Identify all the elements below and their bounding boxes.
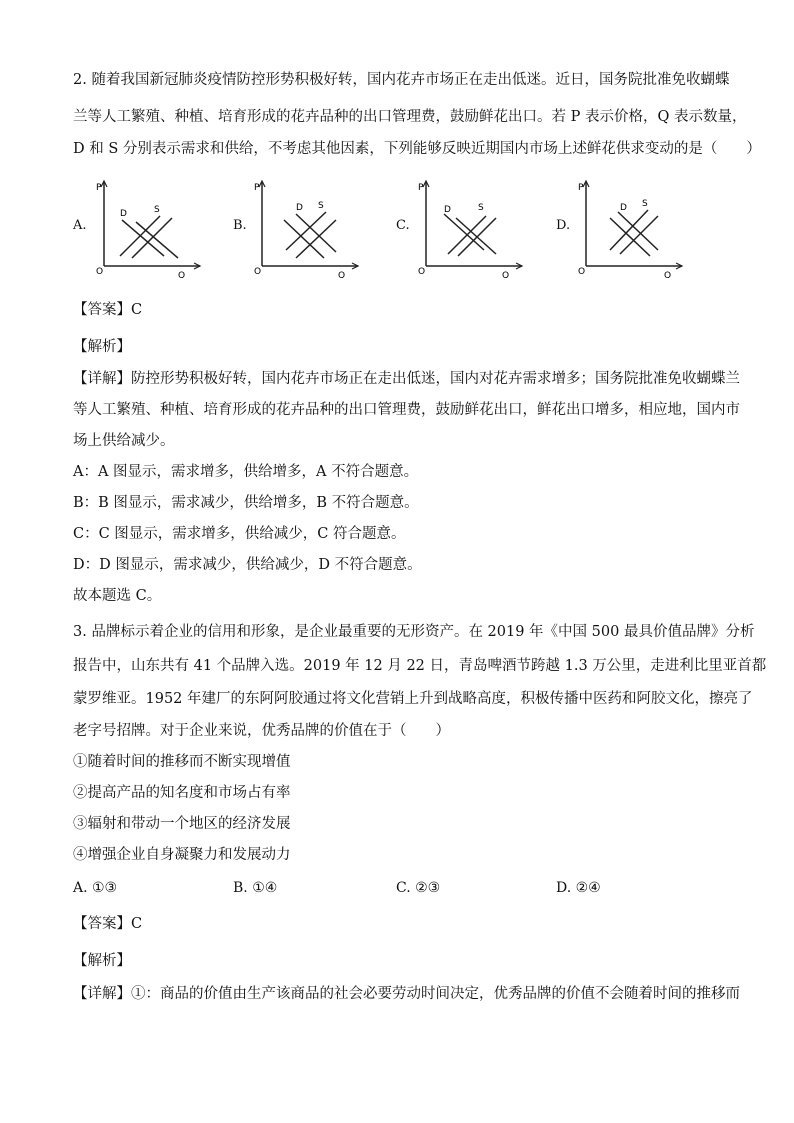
q2-detail-line-7: D：D 图显示，需求减少，供给减少，D 不符合题意。 (73, 557, 422, 573)
q3-option-c: C. ②③ (396, 880, 441, 896)
q2-detail-line-3: 场上供给减少。 (73, 433, 175, 449)
graph-c (414, 174, 530, 278)
graph-d-q: Q (664, 271, 672, 278)
q3-analysis-title: 【解析】 (73, 953, 131, 969)
q3-stem-line-3: 蒙罗维亚。1952 年建厂的东阿阿胶通过将文化营销上升到战略高度，积极传播中医药和阿胶文化，擦亮了 (73, 691, 753, 707)
graph-b-s: S (318, 201, 324, 211)
q3-stem-line-2: 报告中，山东共有 41 个品牌入选。2019 年 12 月 22 日，青岛啤酒节跨越 1.3 万公里，走进利比里亚首都 (73, 658, 767, 674)
graph-b-label: B. (233, 218, 247, 233)
q3-item-1: ①随着时间的推移而不断实现增值 (73, 754, 291, 770)
q2-answer: 【答案】C (73, 302, 143, 318)
graph-c-q: Q (502, 271, 510, 278)
q3-item-2: ②提高产品的知名度和市场占有率 (73, 785, 291, 801)
q3-item-3: ③辐射和带动一个地区的经济发展 (73, 816, 291, 832)
graph-a-label: A. (73, 218, 87, 233)
graph-c-d: D (444, 205, 451, 215)
q2-detail-line-4: A：A 图显示，需求增多，供给增多，A 不符合题意。 (73, 464, 419, 480)
q2-stem-line-1: 2. 随着我国新冠肺炎疫情防控形势积极好转，国内花卉市场正在走出低迷。近日，国务院批准免收蝴蝶 (73, 72, 730, 88)
graph-d-o: O (578, 267, 586, 277)
q2-detail-line-2: 等人工繁殖、种植、培育形成的花卉品种的出口管理费，鼓励鲜花出口，鲜花出口增多，相应地，国内市 (73, 402, 740, 418)
q2-detail-line-5: B：B 图显示，需求减少，供给增多，B 不符合题意。 (73, 495, 419, 511)
q3-stem-line-4: 老字号招牌。对于企业来说，优秀品牌的价值在于（ ） (73, 723, 450, 739)
q3-option-b: B. ①④ (233, 880, 278, 896)
q3-item-4: ④增强企业自身凝聚力和发展动力 (73, 847, 291, 863)
graph-c-o: O (418, 267, 426, 277)
graph-b-q: Q (338, 271, 346, 278)
q2-analysis-title: 【解析】 (73, 339, 131, 355)
graph-d (574, 174, 690, 278)
graph-d-d: D (620, 203, 627, 213)
graph-c-label: C. (396, 218, 410, 233)
graph-b-p: P (254, 183, 260, 193)
graph-a-d: D (120, 209, 127, 219)
graph-c-p: P (418, 183, 424, 193)
q2-stem-line-3: D 和 S 分别表示需求和供给，不考虑其他因素，下列能够反映近期国内市场上述鲜花供求变动的是（ ） (73, 141, 761, 157)
graph-b-o: O (254, 267, 262, 277)
q2-stem-line-2: 兰等人工繁殖、种植、培育形成的花卉品种的出口管理费，鼓励鲜花出口。若 P 表示价格，Q 表示数量， (73, 109, 747, 125)
graph-c-s: S (478, 203, 484, 213)
graph-a-p: P (96, 183, 102, 193)
graph-a-s: S (154, 205, 160, 215)
q3-answer: 【答案】C (73, 916, 143, 932)
graph-d-label: D. (556, 218, 571, 233)
q3-stem-line-1: 3. 品牌标示着企业的信用和形象，是企业最重要的无形资产。在 2019 年《中国 500 最具价值品牌》分析 (73, 624, 755, 640)
graph-a-q: Q (178, 271, 186, 278)
graph-a (92, 174, 208, 278)
q3-option-d: D. ②④ (556, 880, 601, 896)
q2-detail-line-8: 故本题选 C。 (73, 588, 162, 604)
q3-option-a: A. ①③ (73, 880, 118, 896)
graph-d-p: P (578, 183, 584, 193)
graph-b (250, 174, 366, 278)
graph-a-o: O (96, 267, 104, 277)
q2-detail-line-1: 【详解】防控形势积极好转，国内花卉市场正在走出低迷，国内对花卉需求增多；国务院批准免收蝴蝶兰 (73, 371, 740, 387)
q2-detail-line-6: C：C 图显示，需求增多，供给减少，C 符合题意。 (73, 526, 406, 542)
graph-b-d: D (296, 203, 303, 213)
graph-d-s: S (642, 199, 648, 209)
q3-detail-line-1: 【详解】①：商品的价值由生产该商品的社会必要劳动时间决定，优秀品牌的价值不会随着时间的推移而 (73, 986, 740, 1002)
